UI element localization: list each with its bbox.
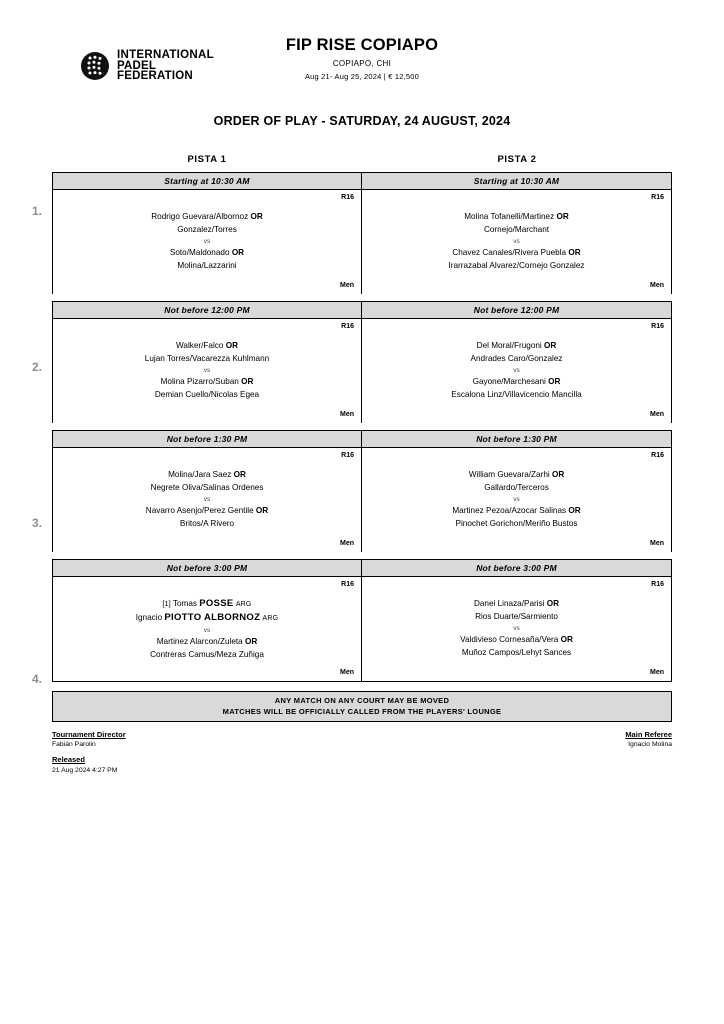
match-3-2-team1-line1: William Guevara/Zarhi OR: [468, 470, 565, 479]
match-3-2-round: R16: [651, 452, 664, 459]
match-2-1-team1-line2: Lujan Torres/Vacarezza Kuhlmann: [144, 353, 270, 363]
match-2-2-team2-line2: Escalona Linz/Villavicencio Mancilla: [451, 389, 582, 399]
match-4-2-team1-line1: Danei Linaza/Parisi OR: [473, 599, 560, 608]
footer-left: [52, 730, 126, 774]
or-label: OR: [560, 635, 573, 644]
or-label: OR: [241, 377, 254, 386]
match-2-1-vs: vs: [203, 367, 211, 374]
match-4-1-vs: vs: [203, 627, 211, 634]
match-1-2-vs: vs: [513, 238, 520, 245]
match-4-1-player1: [59, 598, 355, 612]
tournament-director-name: Fabián Parolin: [52, 741, 96, 748]
match-4-1-team2-line2: Contreras Camus/Meza Zuñiga: [150, 649, 264, 659]
tournament-director-label: Tournament Director: [52, 730, 126, 739]
match-2-2-vs: vs: [513, 367, 520, 374]
match-4-1-gender: Men: [340, 669, 354, 676]
row-4-court-2-time: Not before 3:00 PM: [362, 560, 671, 577]
match-4-1-p1-last: POSSE: [199, 598, 234, 609]
match-1-2-teams: [368, 194, 665, 272]
match-4-1-round: R16: [341, 581, 354, 588]
match-2-2-teams: [368, 323, 665, 401]
row-4-court-2: [362, 560, 671, 681]
row-2-court-1-time: Not before 12:00 PM: [53, 302, 361, 319]
schedule-row-3: [52, 430, 672, 552]
or-label: OR: [250, 212, 263, 221]
match-4-2-gender: Men: [650, 669, 664, 676]
released-label: Released: [52, 755, 85, 764]
logo-line-3: FEDERATION: [117, 70, 193, 82]
match-1-1-vs: vs: [203, 238, 211, 245]
tournament-title: FIP RISE COPIAPO: [285, 36, 439, 54]
court-header-2: PISTA 2: [497, 154, 537, 165]
or-label: OR: [231, 248, 245, 257]
match-1-1-team2-line2: Molina/Lazzarini: [177, 260, 237, 270]
row-spacer: [52, 552, 672, 559]
notice-line-1: ANY MATCH ON ANY COURT MAY BE MOVED: [274, 696, 450, 705]
match-3-1-gender: Men: [340, 540, 354, 547]
match-4-2-team1-line2: Rios Duarte/Sarmiento: [475, 611, 558, 621]
match-3-2-team2-line1: Martinez Pezoa/Azocar Salinas OR: [452, 506, 581, 515]
or-label: OR: [551, 470, 565, 479]
logo-line-1: INTERNATIONAL: [117, 49, 214, 61]
or-label: OR: [568, 248, 581, 257]
match-1-2-round: R16: [651, 194, 664, 201]
match-3-2-team1-line2: Gallardo/Terceros: [484, 482, 549, 492]
match-1-1-team1-line2: Gonzalez/Torres: [177, 224, 237, 234]
schedule-row-1: [52, 172, 672, 294]
row-3-court-1-time: Not before 1:30 PM: [53, 431, 361, 448]
padel-ball-icon: [80, 51, 110, 81]
or-label: OR: [225, 341, 239, 350]
row-2-court-2: [362, 302, 671, 423]
match-4-2-vs: vs: [513, 625, 520, 632]
row-number-3: 3.: [32, 516, 43, 530]
row-1-court-1-time: Starting at 10:30 AM: [53, 173, 361, 190]
match-3-2-vs: vs: [513, 496, 520, 503]
row-3-court-1: [53, 431, 362, 552]
match-2-1-team2-line1: Molina Pizarro/Suban OR: [160, 377, 254, 386]
match-1-1-teams: [59, 194, 355, 272]
row-3-court-2-time: Not before 1:30 PM: [362, 431, 671, 448]
notice-box: [52, 691, 672, 722]
match-4-1-team2-line1: Martinez Alarcon/Zuleta OR: [156, 637, 258, 646]
match-4-1-p2-first: Ignacio: [135, 612, 163, 622]
or-label: OR: [568, 506, 581, 515]
main-referee-name: Ignacio Molina: [628, 741, 672, 748]
row-number-2: 2.: [32, 360, 43, 374]
document-header: [28, 22, 696, 84]
row-4-court-1: [53, 560, 362, 681]
match-1-2[interactable]: [362, 190, 671, 294]
match-4-1-p2-last: PIOTTO ALBORNOZ: [164, 611, 261, 623]
match-3-2-gender: Men: [650, 540, 664, 547]
match-4-1-teams: [59, 581, 355, 661]
row-spacer: [52, 423, 672, 430]
document-footer: [52, 730, 672, 790]
row-spacer: [52, 294, 672, 301]
or-label: OR: [556, 212, 569, 221]
or-label: OR: [233, 470, 246, 479]
match-3-1-vs: vs: [203, 496, 211, 503]
match-1-1-gender: Men: [340, 282, 354, 289]
row-2-court-1: [53, 302, 362, 423]
match-2-2-team1-line2: Andrades Caro/Gonzalez: [470, 353, 563, 363]
match-1-1-team2-line1: Soto/Maldonado OR: [169, 248, 245, 257]
match-1-2-gender: Men: [650, 282, 664, 289]
match-4-1-p1-first: Tomas: [172, 599, 197, 608]
row-1-court-1: [53, 173, 362, 294]
match-2-2[interactable]: [362, 319, 671, 423]
match-1-2-team2-line1: Chavez Canales/Rivera Puebla OR: [452, 248, 581, 257]
court-headers: [28, 154, 696, 165]
match-4-1-p2-nat: ARG: [262, 614, 279, 622]
footer-right: [625, 730, 672, 748]
match-2-2-round: R16: [651, 323, 664, 330]
schedule-row-2: [52, 301, 672, 423]
match-3-1-team1-line1: Molina/Jara Saez OR: [168, 470, 246, 479]
notice-line-2: MATCHES WILL BE OFFICIALLY CALLED FROM THE PLAYERS' LOUNGE: [222, 707, 502, 716]
match-2-1-teams: [59, 323, 355, 401]
match-4-1[interactable]: [53, 577, 361, 681]
match-1-2-team1-line1: Molina Tofanelli/Martinez OR: [464, 212, 569, 221]
match-2-2-team2-line1: Gayone/Marchesani OR: [472, 377, 561, 386]
match-3-1-teams: [59, 452, 355, 530]
court-header-1: PISTA 1: [187, 154, 227, 165]
match-3-1-team1-line2: Negrete Oliva/Salinas Ordenes: [150, 482, 264, 492]
match-1-1-round: R16: [341, 194, 354, 201]
row-number-4: 4.: [32, 672, 43, 686]
match-1-1[interactable]: [53, 190, 361, 294]
match-3-1-team2-line2: Britos/A Rivero: [179, 518, 235, 528]
schedule-grid: [32, 172, 672, 686]
match-4-2-teams: [368, 581, 665, 659]
match-4-2-round: R16: [651, 581, 664, 588]
released-timestamp: 21 Aug 2024 4:27 PM: [52, 767, 118, 774]
match-4-1-seed: [1]: [162, 599, 171, 608]
match-1-2-team1-line2: Cornejo/Marchant: [483, 224, 550, 234]
match-3-2-team2-line2: Pinochet Gorichon/Meriño Bustos: [455, 518, 578, 528]
main-referee-label: Main Referee: [625, 730, 672, 739]
match-3-2-teams: [368, 452, 665, 530]
match-3-1-round: R16: [341, 452, 354, 459]
match-1-1-team1-line1: Rodrigo Guevara/Albornoz OR: [151, 212, 263, 221]
match-3-2[interactable]: [362, 448, 671, 552]
match-3-1-team2-line1: Navarro Asenjo/Perez Gentile OR: [145, 506, 269, 515]
match-2-2-gender: Men: [650, 411, 664, 418]
or-label: OR: [245, 637, 258, 646]
federation-logo: [80, 50, 214, 82]
tournament-location: COPIAPO, CHI: [332, 59, 392, 68]
tournament-dates-prize: Aug 21- Aug 25, 2024 | € 12,500: [304, 72, 420, 81]
match-4-1-p1-nat: ARG: [235, 601, 252, 608]
or-label: OR: [546, 599, 560, 608]
row-3-court-2: [362, 431, 671, 552]
federation-logo-text: [117, 50, 214, 82]
match-2-1[interactable]: [53, 319, 361, 423]
row-2-court-2-time: Not before 12:00 PM: [362, 302, 671, 319]
or-label: OR: [548, 377, 561, 386]
schedule-row-4: [52, 559, 672, 682]
match-4-2-team2-line1: Valdivieso Cornesaña/Vera OR: [460, 635, 573, 644]
row-4-court-1-time: Not before 3:00 PM: [53, 560, 361, 577]
match-1-2-team2-line2: Irarrazabal Alvarez/Cornejo Gonzalez: [448, 260, 585, 270]
row-1-court-2: [362, 173, 671, 294]
or-label: OR: [544, 341, 557, 350]
match-4-2-team2-line2: Muñoz Campos/Lehyt Sances: [461, 647, 572, 657]
match-2-1-gender: Men: [340, 411, 354, 418]
logo-line-2: PADEL: [117, 59, 157, 72]
match-4-1-player2: [59, 612, 355, 626]
row-1-court-2-time: Starting at 10:30 AM: [362, 173, 671, 190]
match-2-2-team1-line1: Del Moral/Frugoni OR: [476, 341, 557, 350]
match-2-1-team1-line1: Walker/Falco OR: [175, 341, 239, 350]
or-label: OR: [255, 506, 269, 515]
match-2-1-round: R16: [341, 323, 354, 330]
match-4-2[interactable]: [362, 577, 671, 681]
row-number-1: 1.: [32, 204, 43, 218]
match-3-1[interactable]: [53, 448, 361, 552]
match-2-1-team2-line2: Demian Cuello/Nicolas Egea: [154, 389, 260, 399]
order-of-play-title: ORDER OF PLAY - SATURDAY, 24 AUGUST, 2024: [213, 114, 511, 128]
